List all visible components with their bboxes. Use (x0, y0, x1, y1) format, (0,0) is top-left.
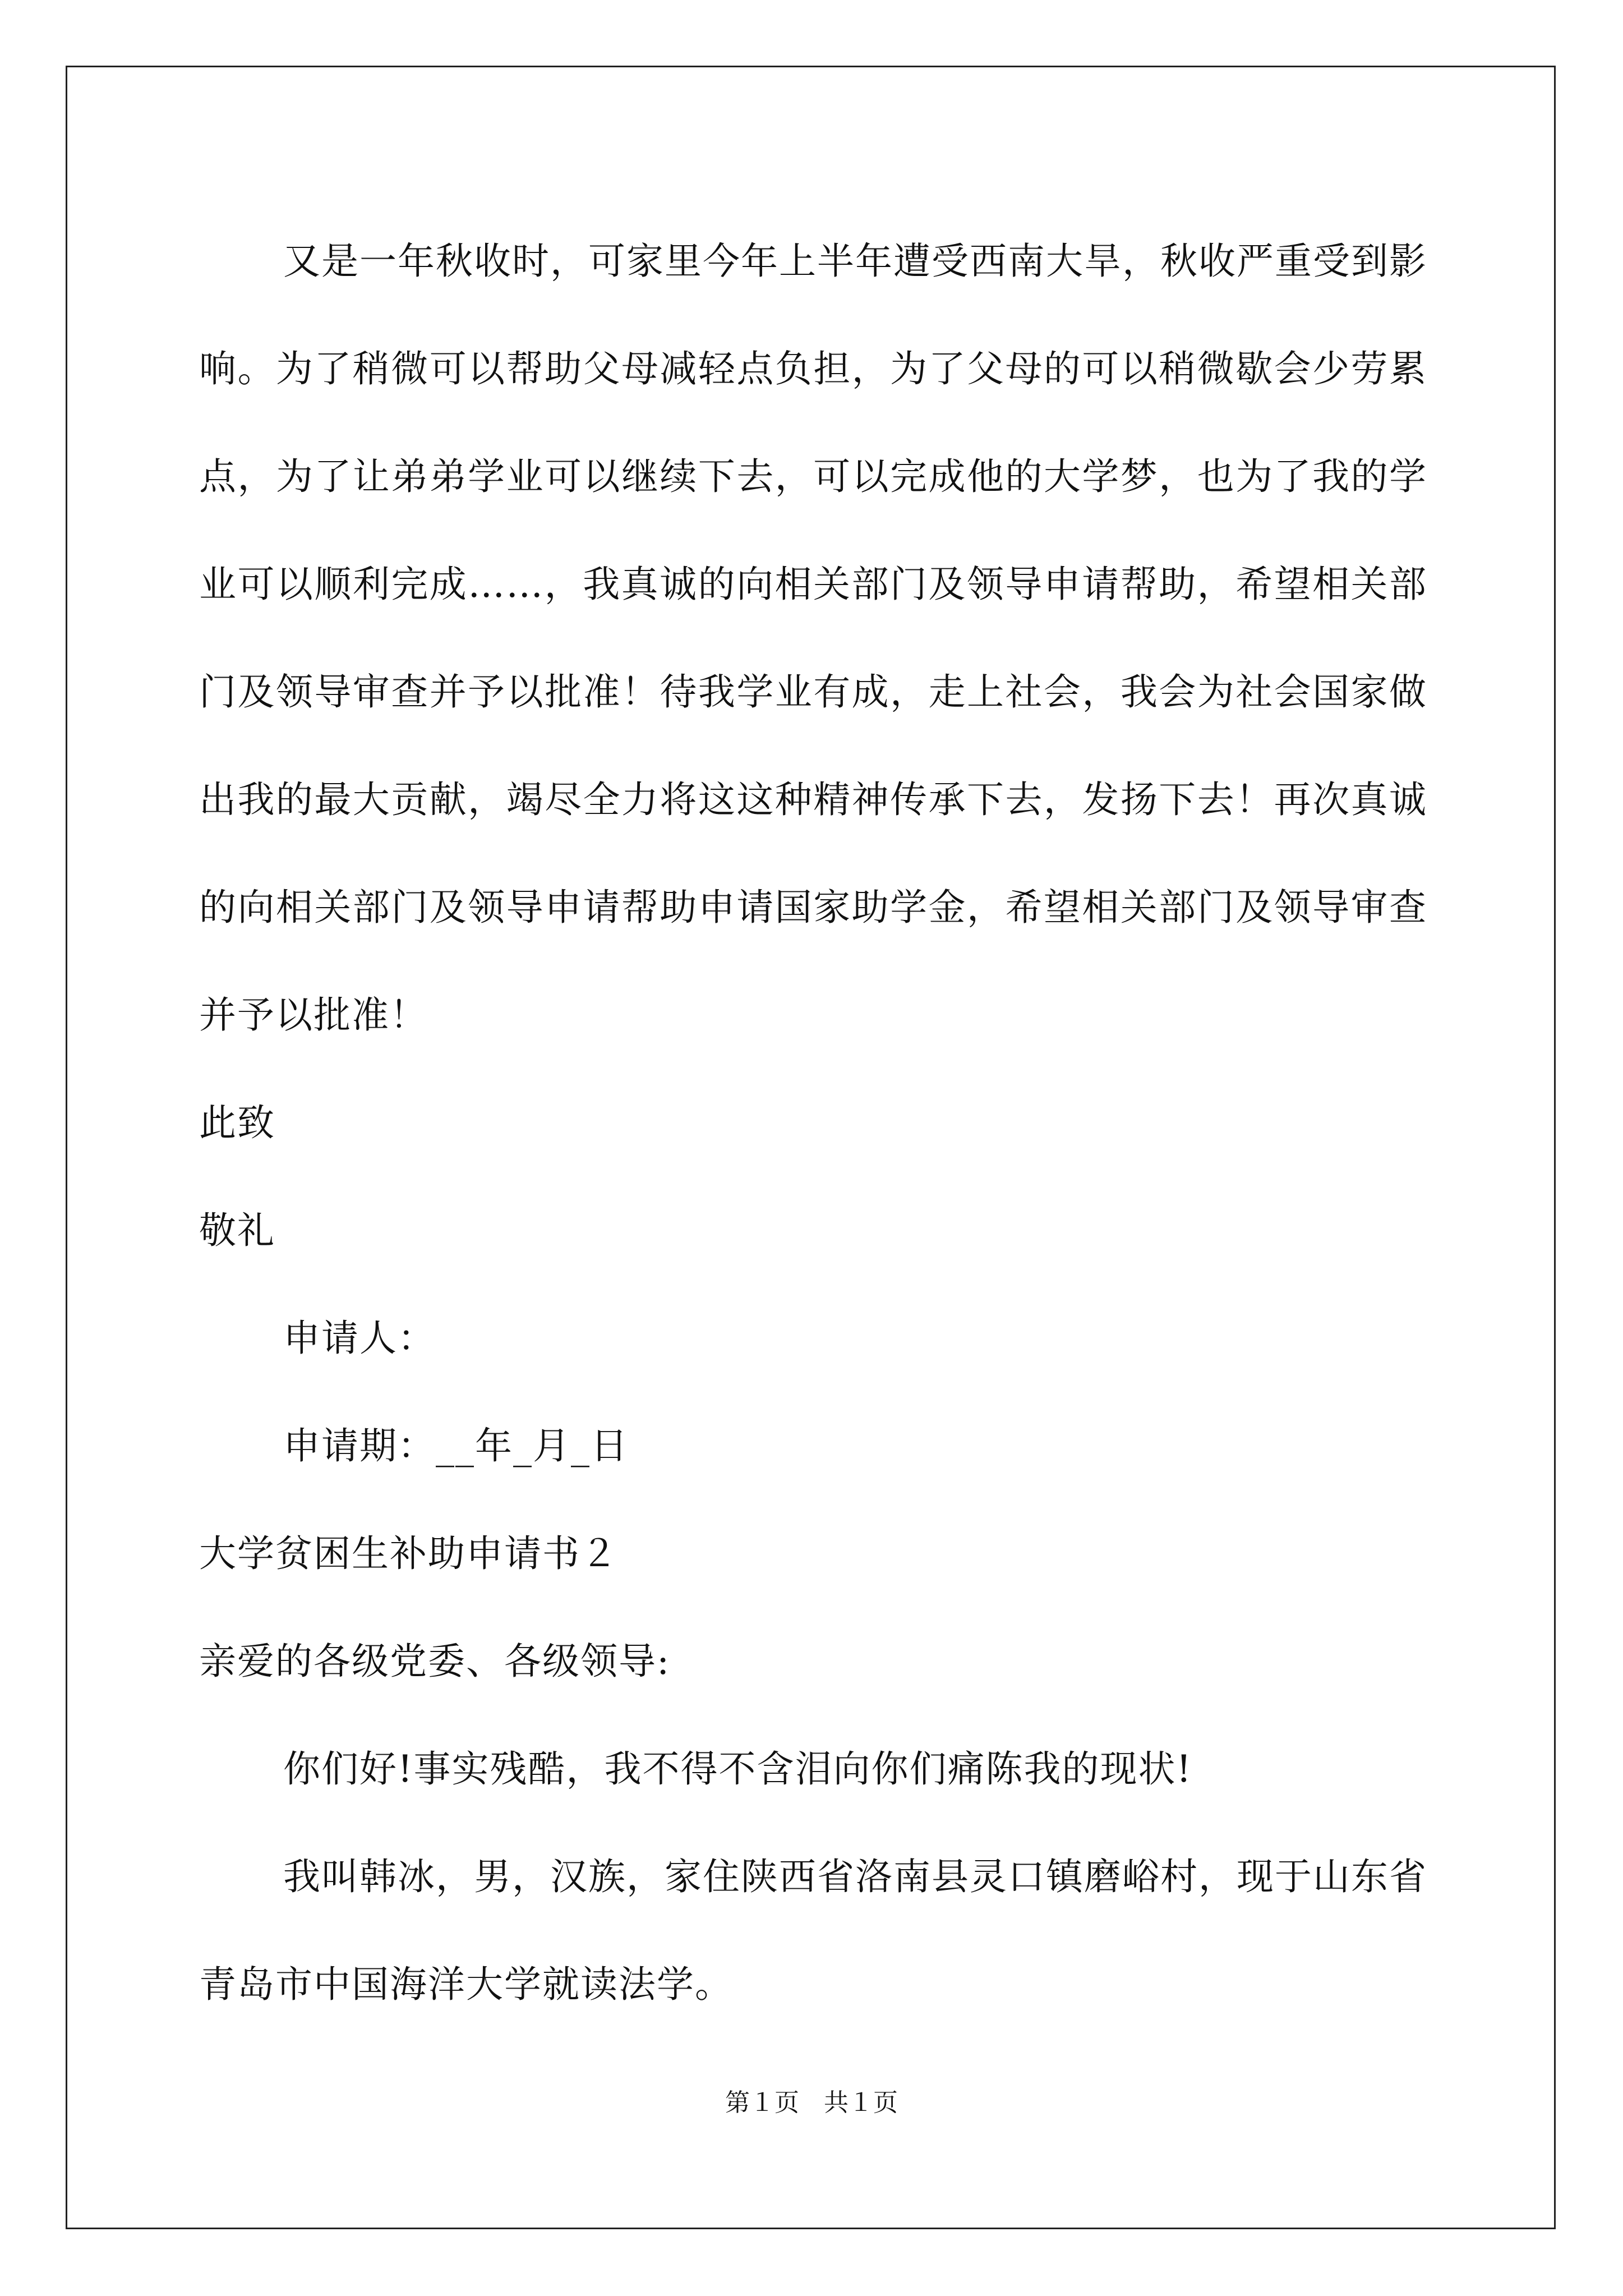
paragraph-autumn-harvest: 又是一年秋收时，可家里今年上半年遭受西南大旱，秋收严重受到影响。为了稍微可以帮助父母减轻点负担，为了父母的可以稍微歇会少劳累点，为了让弟弟学业可以继续下去，可以完成他的大学梦，也为了我的学业可以顺利完成……，我真诚的向相关部门及领导申请帮助，希望相关部门及领导审查并予以批准！待我学业有成，走上社会，我会为社会国家做出我的最大贡献，竭尽全力将这这种精神传承下去，发扬下去！再次真诚的向相关部门及领导申请帮助申请国家助学金，希望相关部门及领导审查并予以批准！ (199, 240, 1427, 1037)
applicant-line: 申请人： (283, 1317, 436, 1360)
page-number-footer: 第１页 共１页 (725, 2089, 898, 2116)
introduction-paragraph: 我叫韩冰，男，汉族，家住陕西省洛南县灵口镇磨峪村，现于山东省青岛市中国海洋大学就读法学。 (199, 1855, 1427, 2006)
document-body (199, 208, 1427, 2039)
greeting: 亲爱的各级党委、各级领导: (199, 1640, 671, 1683)
closing-salutation: 此致 (199, 1101, 275, 1144)
closing-respect: 敬礼 (199, 1209, 275, 1252)
section-title: 大学贫困生补助申请书２ (199, 1532, 619, 1575)
application-date-line: 申请期：__年_月_日 (283, 1424, 629, 1467)
opening-paragraph: 你们好!事实残酷，我不得不含泪向你们痛陈我的现状! (283, 1747, 1193, 1791)
